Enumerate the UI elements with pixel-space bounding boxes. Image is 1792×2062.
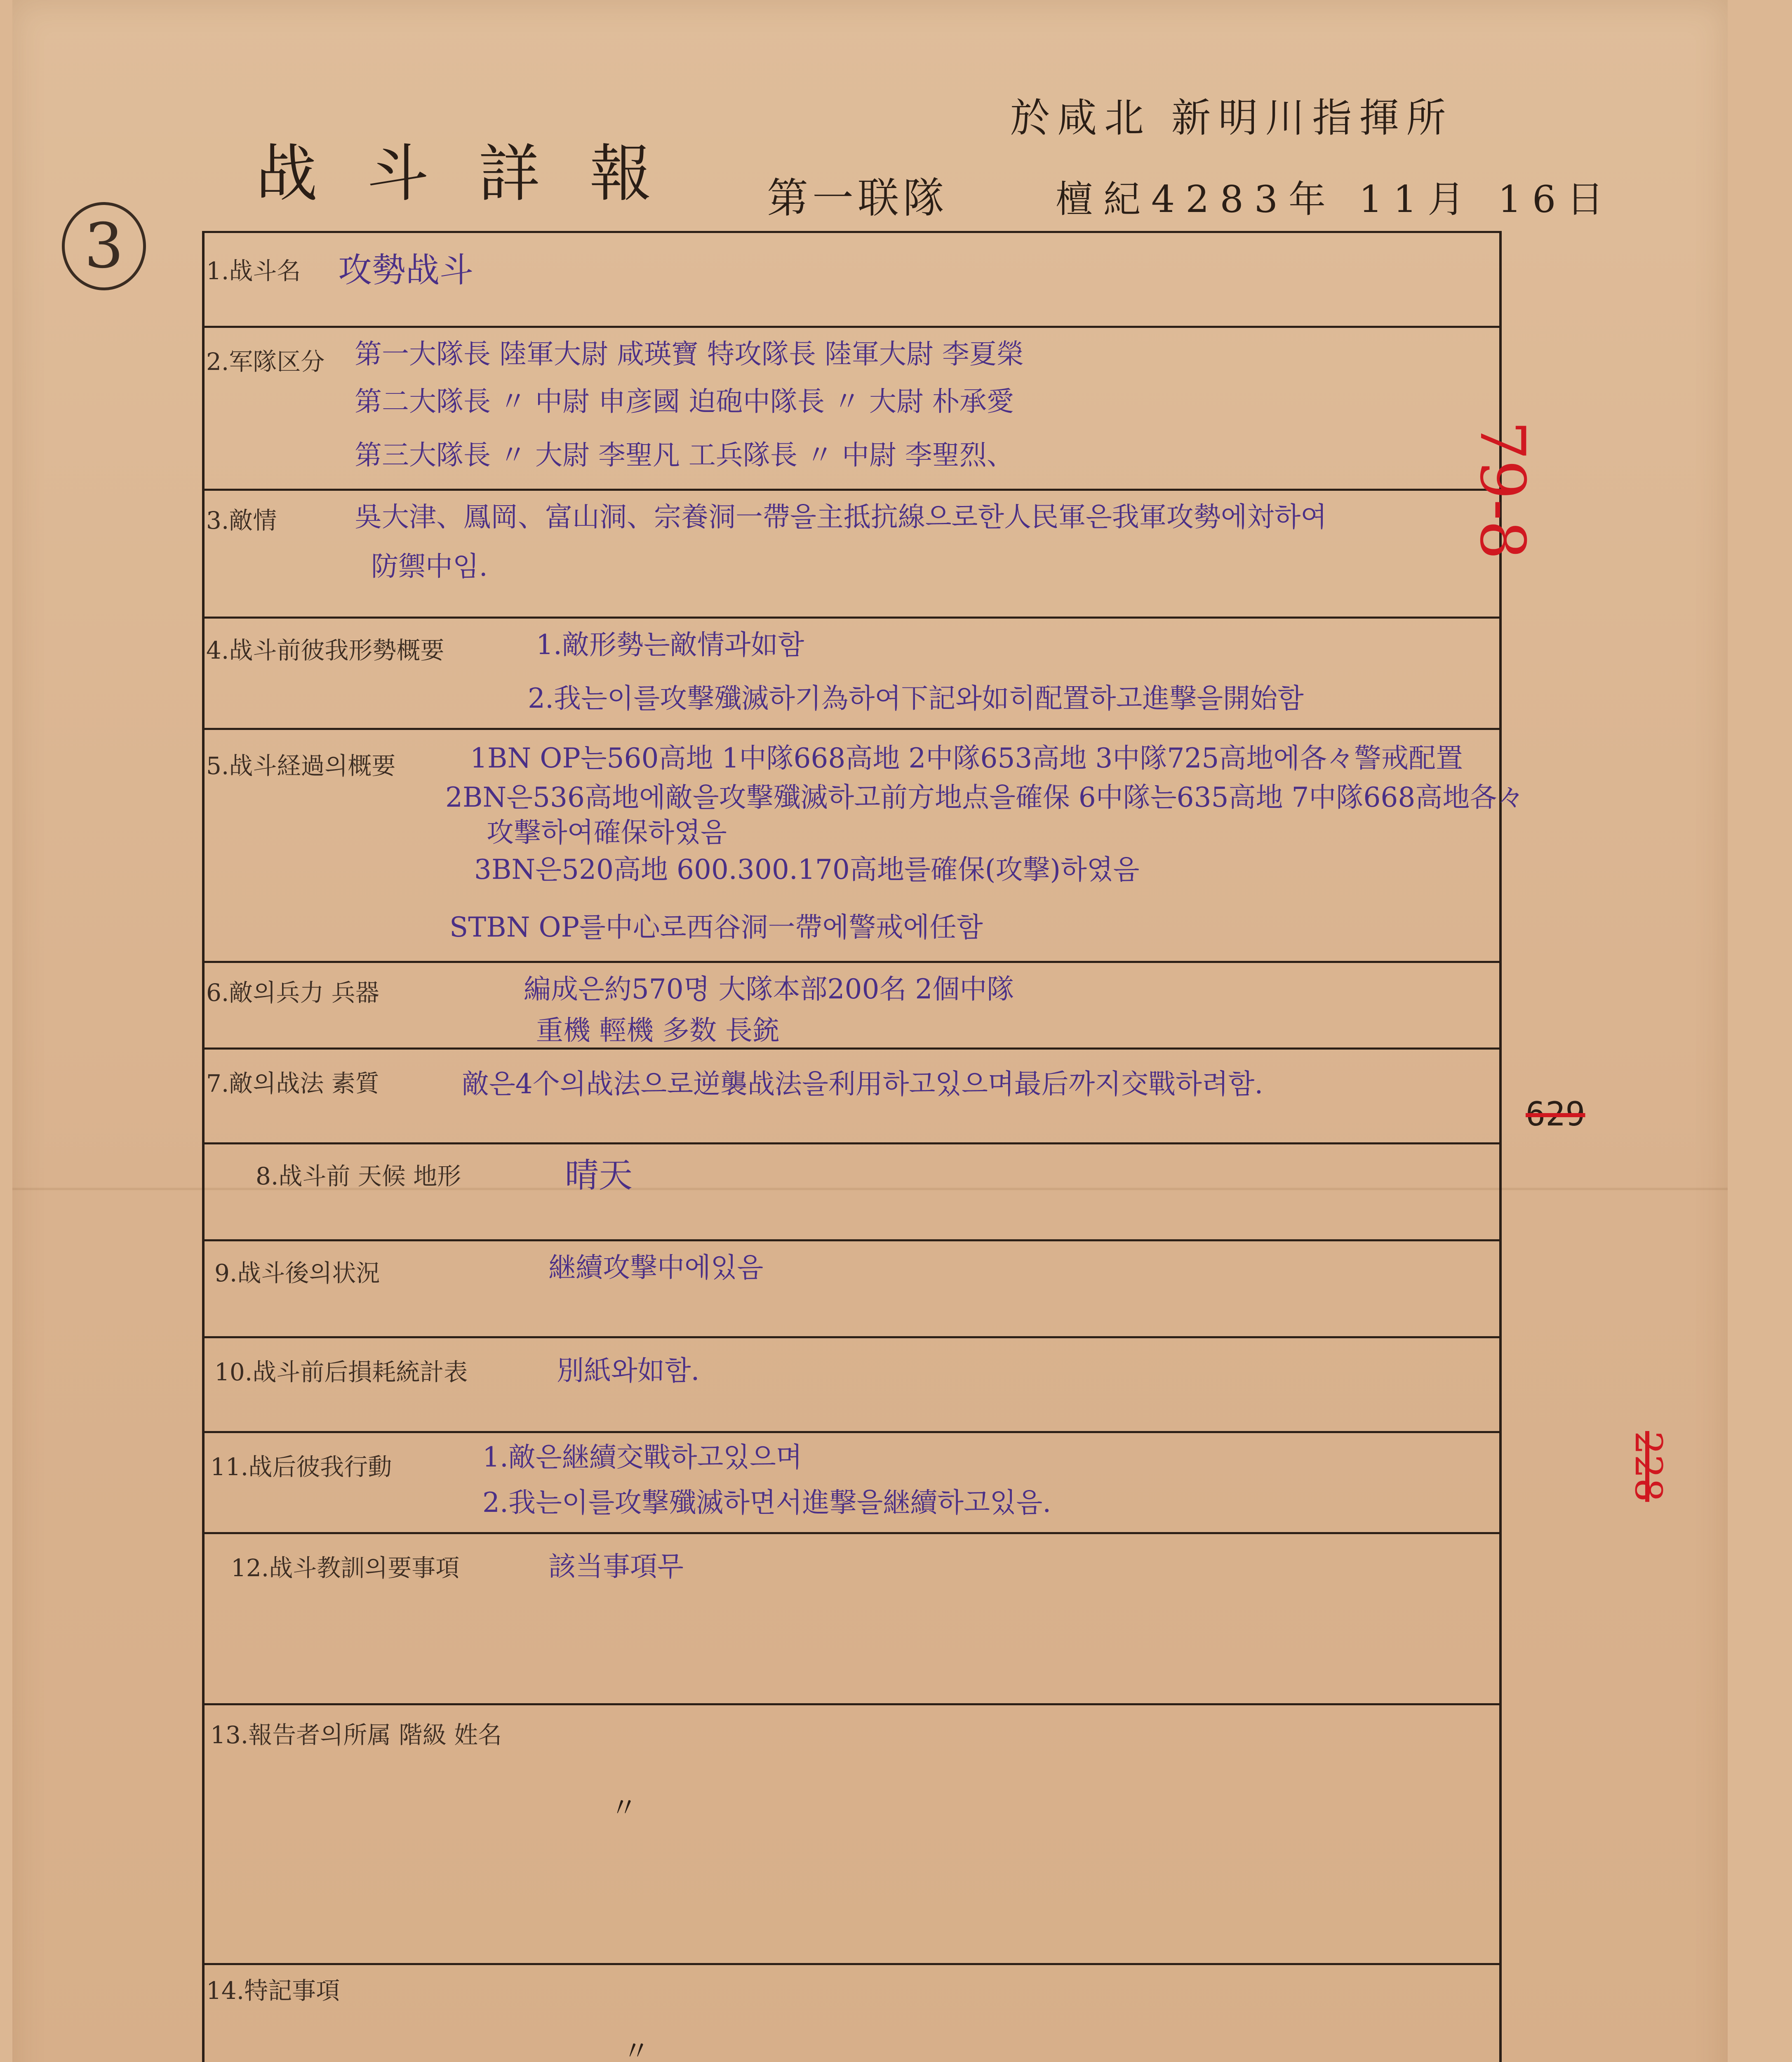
row-divider xyxy=(202,231,1499,233)
circled-page-number: 3 xyxy=(62,202,146,290)
report-date: 檀紀4283年 11月 16日 xyxy=(1056,178,1615,221)
section-label: 10.战斗前后損耗統計表 xyxy=(214,1358,468,1386)
row-divider xyxy=(202,1963,1499,1965)
section-label: 4.战斗前彼我形勢概要 xyxy=(206,636,444,664)
section-value: 第一大隊長 陸軍大尉 咸瑛寶 特攻隊長 陸軍大尉 李夏榮 xyxy=(355,338,1024,370)
row-divider xyxy=(202,1703,1499,1705)
section-value: 3BN은520高地 600.300.170高地를確保(攻撃)하였음 xyxy=(474,854,1140,885)
row-divider xyxy=(202,1532,1499,1534)
row-divider xyxy=(202,961,1499,963)
row-divider xyxy=(202,1336,1499,1338)
section-label: 9.战斗後의状況 xyxy=(214,1259,380,1287)
report-title: 战斗詳報 xyxy=(256,138,701,210)
red-margin-annotation: 79-8 xyxy=(1466,421,1538,560)
row-divider xyxy=(202,1142,1499,1144)
section-value: 2.我는이를攻撃殲滅하기為하여下記와如히配置하고進撃을開始함 xyxy=(528,683,1304,714)
row-divider xyxy=(202,326,1499,328)
row-divider xyxy=(202,1239,1499,1241)
row-divider xyxy=(202,1047,1499,1050)
section-label: 3.敵情 xyxy=(206,506,277,534)
section-value: 〃 xyxy=(623,2035,650,2062)
struck-side-number: 228 xyxy=(1627,1431,1670,1502)
section-label: 14.特記事項 xyxy=(206,1977,340,2005)
section-value: 晴天 xyxy=(565,1156,633,1195)
section-label: 12.战斗教訓의要事項 xyxy=(231,1554,460,1582)
section-value: 重機 輕機 多数 長銃 xyxy=(536,1015,780,1046)
section-value: STBN OP를中心로西谷洞一帶에警戒에任함 xyxy=(449,911,983,943)
section-value: 敵은4个의战法으로逆襲战法을利用하고있으며最后까지交戰하려함. xyxy=(462,1068,1263,1100)
section-value: 2.我는이를攻撃殲滅하면서進撃을継續하고있음. xyxy=(482,1487,1051,1518)
section-value: 第二大隊長 〃 中尉 申彦國 迫砲中隊長 〃 大尉 朴承愛 xyxy=(355,386,1014,417)
section-value: 2BN은536高地에敵을攻撃殲滅하고前方地点을確保 6中隊는635高地 7中隊668高地各々 xyxy=(445,781,1524,813)
section-label: 7.敵의战法 素質 xyxy=(206,1069,379,1097)
section-value: 1.敵은継續交戰하고있으며 xyxy=(482,1441,802,1473)
section-value: 攻勢战斗 xyxy=(338,251,474,290)
section-value: 攻撃하여確保하였음 xyxy=(487,817,727,848)
section-label: 5.战斗経過의概要 xyxy=(206,752,396,780)
struck-number: 629 xyxy=(1526,1095,1585,1133)
section-value: 吳大津、鳳岡、富山洞、宗養洞一帶을主抵抗線으로한人民軍은我軍攻勢에対하여 xyxy=(355,501,1327,533)
row-divider xyxy=(202,617,1499,619)
section-value: 〃 xyxy=(610,1792,637,1824)
section-value: 別紙와如함. xyxy=(557,1355,700,1386)
section-label: 6.敵의兵力 兵器 xyxy=(206,979,379,1007)
section-value: 1BN OP는560高地 1中隊668高地 2中隊653高地 3中隊725高地에各々警戒配置 xyxy=(470,742,1463,774)
section-value: 防禦中임. xyxy=(371,551,488,582)
section-value: 編成은約570명 大隊本部200名 2個中隊 xyxy=(524,973,1014,1005)
section-value: 1.敵形勢는敵情과如함 xyxy=(536,629,804,661)
section-label: 13.報告者의所属 階級 姓名 xyxy=(210,1721,502,1749)
section-value: 第三大隊長 〃 大尉 李聖凡 工兵隊長 〃 中尉 李聖烈、 xyxy=(355,439,1014,471)
section-value: 継續攻撃中에있음 xyxy=(548,1252,764,1283)
report-location: 於咸北 新明川指揮所 xyxy=(1010,95,1453,141)
section-value: 該当事項무 xyxy=(548,1551,684,1582)
section-label: 8.战斗前 天候 地形 xyxy=(256,1162,461,1190)
section-label: 2.军隊区分 xyxy=(206,348,325,376)
row-divider xyxy=(202,1431,1499,1433)
section-label: 11.战后彼我行動 xyxy=(210,1453,392,1481)
report-unit: 第一联隊 xyxy=(767,174,948,222)
row-divider xyxy=(202,728,1499,730)
section-label: 1.战斗名 xyxy=(206,257,301,285)
row-divider xyxy=(202,489,1499,491)
